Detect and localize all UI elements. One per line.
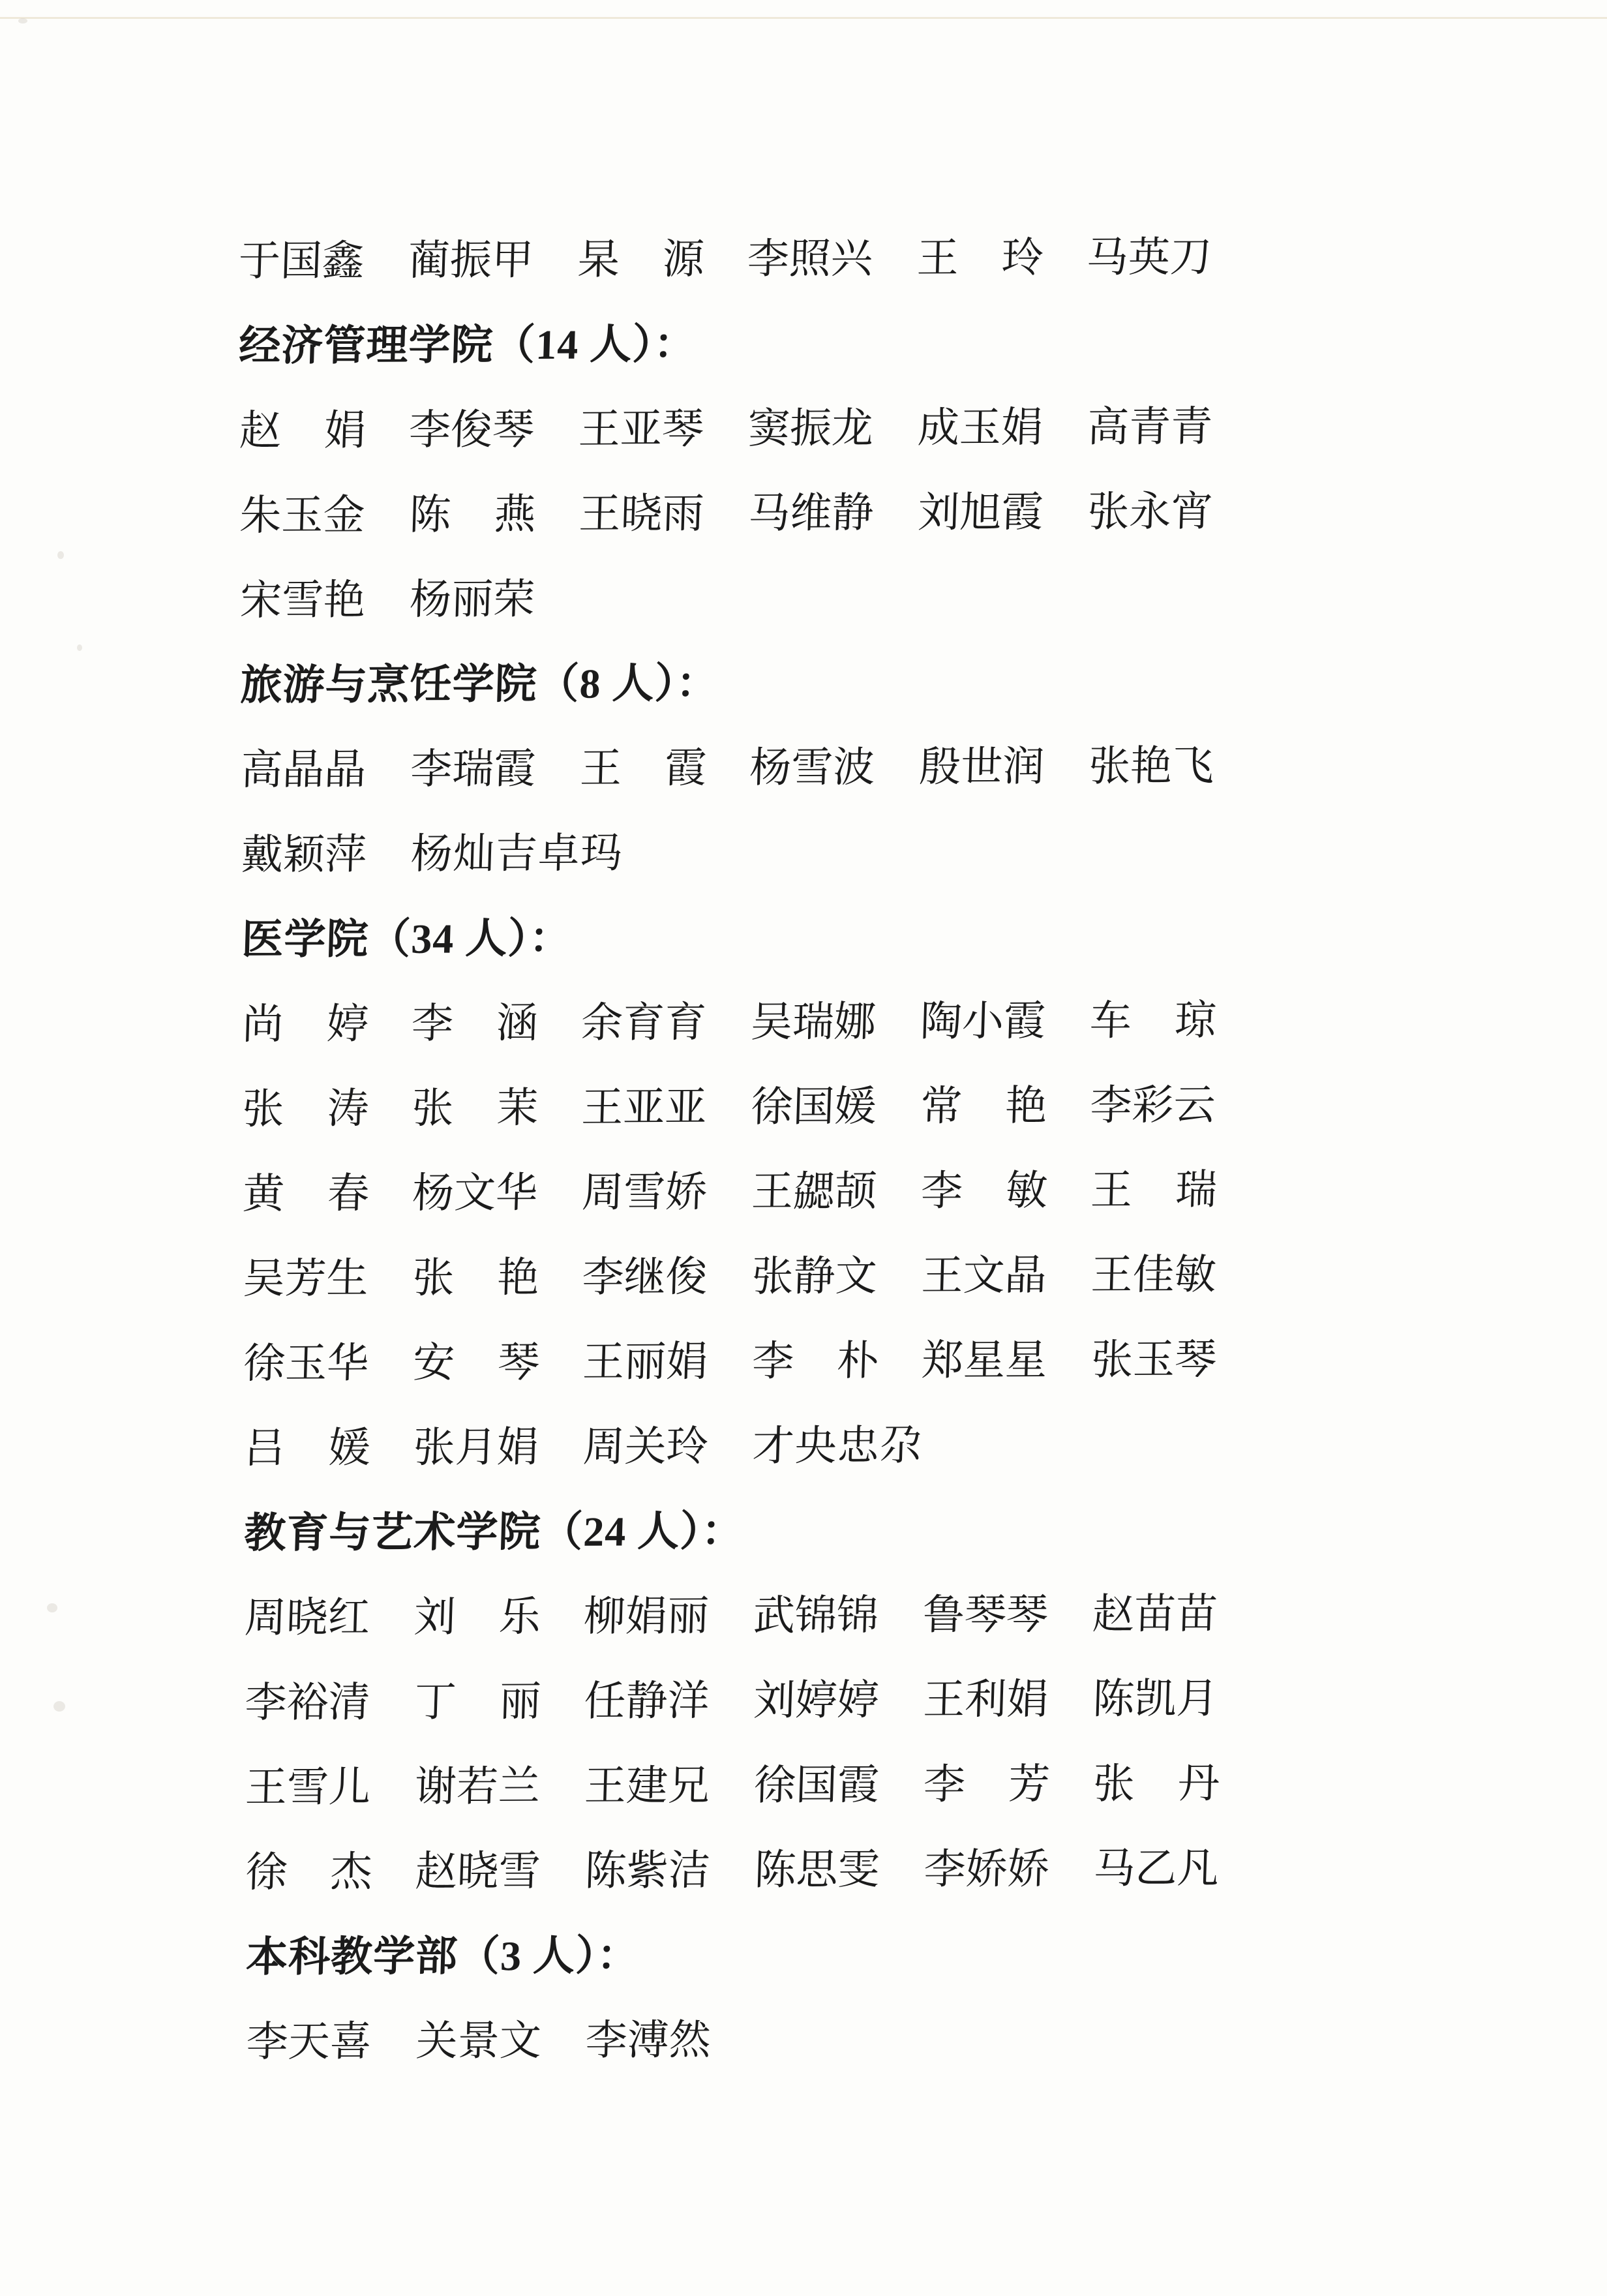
name-row bbox=[239, 719, 1351, 809]
person-name: 王亚亚 bbox=[580, 1083, 708, 1131]
person-name: 李 朴 bbox=[751, 1337, 880, 1385]
name-row bbox=[238, 380, 1349, 470]
person-name: 吕 媛 bbox=[243, 1425, 371, 1472]
person-name: 才央忠尕 bbox=[751, 1422, 923, 1470]
person-name: 任静洋 bbox=[583, 1677, 710, 1725]
person-name: 鲁琴琴 bbox=[922, 1591, 1049, 1639]
person-name: 王利娟 bbox=[922, 1676, 1049, 1723]
person-name: 张 涛 bbox=[241, 1085, 370, 1133]
person-name: 戴颖萍 bbox=[240, 831, 367, 879]
person-name: 李 敏 bbox=[920, 1167, 1049, 1215]
section-heading: 经济管理学院（14 人）： bbox=[238, 320, 697, 370]
person-name: 刘 乐 bbox=[413, 1594, 542, 1640]
person-name: 陈 燕 bbox=[408, 491, 537, 538]
name-row bbox=[241, 1059, 1353, 1148]
person-name: 刘旭霞 bbox=[917, 489, 1044, 536]
person-name: 王勰颉 bbox=[751, 1168, 878, 1215]
person-name: 王建兄 bbox=[583, 1762, 711, 1809]
name-row bbox=[242, 1313, 1353, 1402]
person-name: 宋雪艳 bbox=[239, 577, 367, 624]
name-row bbox=[244, 1652, 1355, 1742]
person-name: 王丽娟 bbox=[582, 1338, 709, 1385]
person-name: 陈紫洁 bbox=[584, 1847, 711, 1894]
person-name: 张 丹 bbox=[1092, 1760, 1221, 1807]
name-row bbox=[241, 1143, 1353, 1233]
person-name: 杨灿吉卓玛 bbox=[410, 830, 623, 877]
section-heading: 教育与艺术学院（24 人）： bbox=[243, 1507, 745, 1557]
person-name: 窦振龙 bbox=[747, 404, 875, 452]
person-name: 赵 娟 bbox=[238, 407, 367, 455]
person-name: 丁 丽 bbox=[413, 1678, 542, 1725]
scan-speck-artifact bbox=[47, 1603, 57, 1612]
person-name: 吴瑞娜 bbox=[749, 998, 877, 1046]
section-heading: 医学院（34 人）： bbox=[241, 914, 573, 963]
person-name: 赵晓雪 bbox=[414, 1848, 541, 1895]
person-name: 马英刀 bbox=[1085, 234, 1212, 281]
scan-edge-artifact bbox=[0, 17, 1607, 19]
person-name: 高青青 bbox=[1086, 403, 1214, 451]
person-name: 李继俊 bbox=[581, 1253, 708, 1301]
name-row bbox=[243, 1567, 1355, 1657]
person-name: 徐国媛 bbox=[750, 1083, 877, 1130]
person-name: 周晓红 bbox=[243, 1594, 371, 1641]
name-row bbox=[243, 1398, 1354, 1487]
person-name: 王文晶 bbox=[920, 1252, 1047, 1299]
name-row bbox=[244, 1737, 1355, 1826]
person-name: 成玉娟 bbox=[916, 404, 1044, 451]
person-name: 陶小霞 bbox=[919, 997, 1047, 1045]
person-name: 李溥然 bbox=[584, 2016, 712, 2064]
section-heading: 旅游与烹饪学院（8 人）： bbox=[239, 659, 719, 709]
person-name: 王雪儿 bbox=[245, 1764, 372, 1811]
person-name: 李彩云 bbox=[1089, 1081, 1216, 1129]
person-name: 马乙凡 bbox=[1092, 1845, 1220, 1892]
scan-speck-artifact bbox=[57, 551, 64, 559]
person-name: 郑星星 bbox=[921, 1337, 1048, 1384]
person-name: 杨丽荣 bbox=[409, 576, 536, 623]
name-row bbox=[237, 211, 1349, 300]
person-name: 李瑞霞 bbox=[410, 746, 537, 793]
scan-speck-artifact bbox=[77, 644, 82, 651]
person-name: 张静文 bbox=[751, 1252, 878, 1300]
name-row bbox=[239, 550, 1350, 639]
person-name: 尚 婷 bbox=[241, 1001, 370, 1048]
person-name: 余育育 bbox=[580, 999, 708, 1046]
person-name: 李 涵 bbox=[410, 1000, 539, 1047]
person-name: 关景文 bbox=[415, 2017, 542, 2064]
person-name: 武锦锦 bbox=[752, 1592, 880, 1639]
person-name: 周雪娇 bbox=[581, 1168, 708, 1216]
person-name: 朱玉金 bbox=[239, 492, 366, 539]
person-name: 杨雪波 bbox=[749, 744, 876, 791]
person-name: 李天喜 bbox=[245, 2018, 372, 2065]
person-name: 李 芳 bbox=[922, 1760, 1051, 1808]
person-name: 赵苗苗 bbox=[1091, 1590, 1219, 1638]
document-content bbox=[239, 211, 1355, 2081]
person-name: 吴芳生 bbox=[242, 1255, 369, 1303]
person-name: 张 艳 bbox=[412, 1254, 540, 1301]
scan-speck-artifact bbox=[18, 18, 27, 23]
person-name: 王 玲 bbox=[916, 234, 1044, 282]
name-row bbox=[245, 1991, 1357, 2081]
name-row bbox=[241, 974, 1352, 1063]
person-name: 周关玲 bbox=[582, 1423, 709, 1470]
person-name: 张艳飞 bbox=[1088, 742, 1215, 790]
person-name: 李裕清 bbox=[244, 1679, 371, 1726]
person-name: 殷世润 bbox=[918, 743, 1045, 791]
person-name: 车 琼 bbox=[1089, 997, 1218, 1044]
person-name: 张玉琴 bbox=[1090, 1336, 1218, 1383]
person-name: 张月娟 bbox=[412, 1424, 539, 1471]
person-name: 杨文华 bbox=[412, 1170, 539, 1216]
person-name: 李俊琴 bbox=[408, 406, 535, 453]
person-name: 杲 源 bbox=[577, 235, 705, 283]
person-name: 李娇娇 bbox=[923, 1845, 1050, 1893]
section-heading: 本科教学部（3 人）： bbox=[245, 1932, 640, 1980]
person-name: 徐国霞 bbox=[753, 1761, 880, 1809]
name-row bbox=[240, 804, 1351, 894]
person-name: 徐玉华 bbox=[243, 1340, 370, 1387]
person-name: 常 艳 bbox=[920, 1082, 1048, 1130]
scan-speck-artifact bbox=[53, 1701, 65, 1712]
name-row bbox=[245, 1822, 1356, 1911]
person-name: 王晓雨 bbox=[578, 490, 705, 537]
person-name: 王 瑞 bbox=[1090, 1166, 1218, 1214]
person-name: 谢若兰 bbox=[413, 1763, 541, 1810]
person-name: 王佳敏 bbox=[1090, 1251, 1217, 1299]
person-name: 安 琴 bbox=[412, 1339, 541, 1386]
person-name: 刘婷婷 bbox=[753, 1676, 880, 1724]
person-name: 张永宵 bbox=[1087, 488, 1214, 536]
person-name: 王 霞 bbox=[579, 744, 708, 792]
person-name: 张 茉 bbox=[411, 1085, 539, 1132]
person-name: 黄 春 bbox=[242, 1170, 370, 1218]
person-name: 马维静 bbox=[747, 489, 875, 537]
person-name: 王亚琴 bbox=[577, 405, 705, 453]
person-name: 陈思雯 bbox=[753, 1846, 880, 1894]
person-name: 柳娟丽 bbox=[582, 1592, 710, 1640]
person-name: 徐 杰 bbox=[245, 1849, 373, 1896]
person-name: 李照兴 bbox=[746, 235, 873, 282]
person-name: 于国鑫 bbox=[237, 237, 365, 285]
person-name: 陈凯月 bbox=[1092, 1675, 1219, 1723]
name-row bbox=[242, 1228, 1353, 1318]
name-row bbox=[239, 465, 1350, 554]
person-name: 蔺振甲 bbox=[407, 237, 534, 284]
person-name: 高晶晶 bbox=[240, 746, 367, 794]
